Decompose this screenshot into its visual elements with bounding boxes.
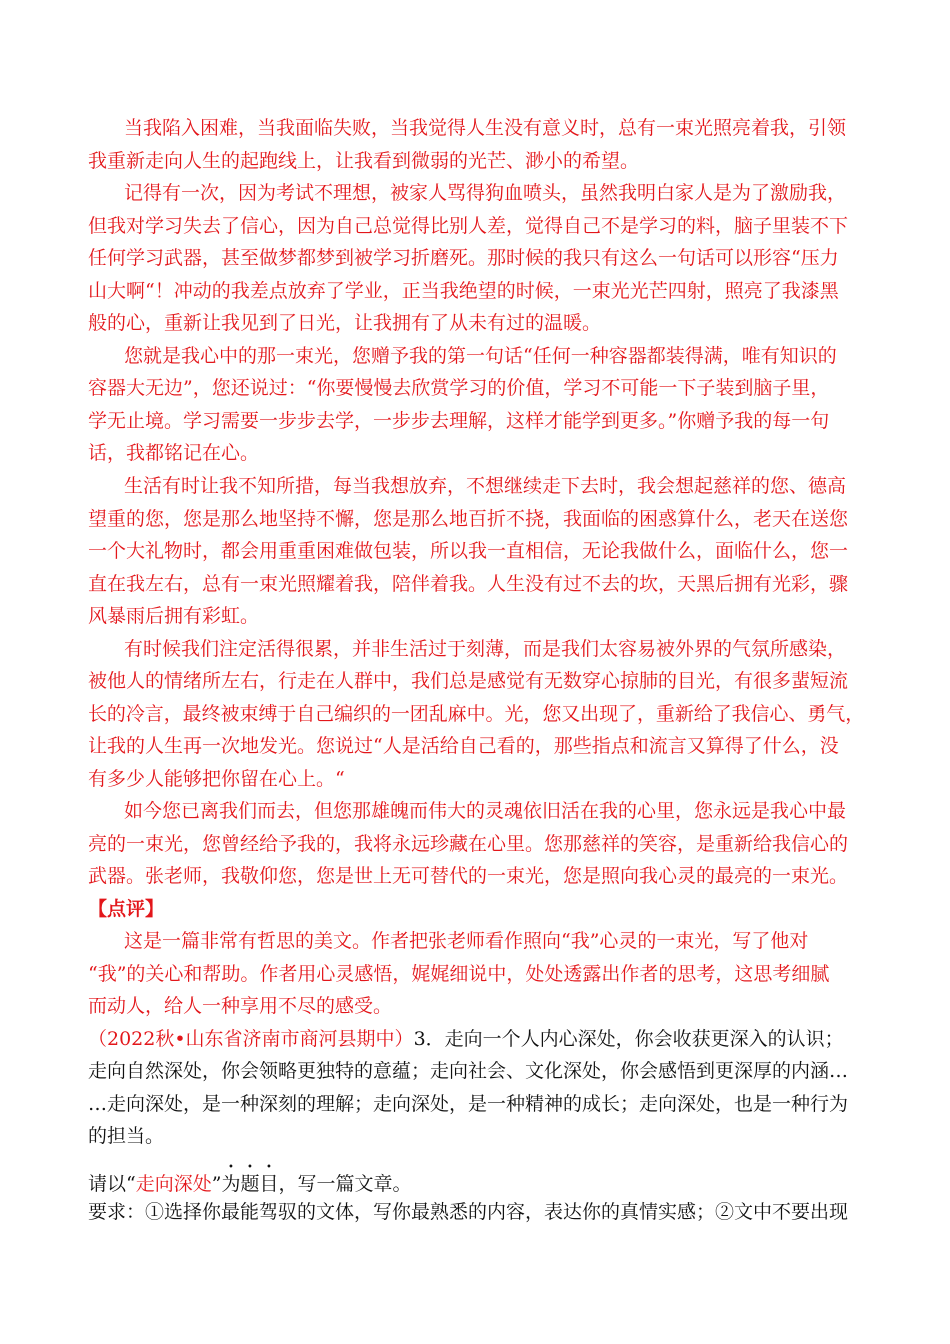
essay-p3-line3: 学无止境。学习需要一步步去学，一步步去理解，这样才能学到更多。”你赠予我的每一句	[88, 410, 830, 432]
review-line3: 而动人，给人一种享用不尽的感受。	[88, 995, 393, 1017]
essay-p5-line1: 有时候我们注定活得很累，并非生活过于刻薄，而是我们太容易被外界的气氛所感染，	[124, 638, 847, 660]
review-line2: “我”的关心和帮助。作者用心灵感悟，娓娓细说中，处处透露出作者的思考，这思考细腻	[88, 963, 830, 985]
prompt-before: 请以“	[88, 1173, 136, 1195]
essay-p2-line5: 般的心，重新让我见到了日光，让我拥有了从未有过的温暖。	[88, 312, 602, 334]
essay-p6-line2: 亮的一束光，您曾经给予我的，我将永远珍藏在心里。您那慈祥的笑容，是重新给我信心的	[88, 833, 849, 855]
question-line1	[88, 1025, 844, 1053]
essay-p5-line5: 有多少人能够把你留在心上。“	[88, 768, 345, 790]
essay-p1-line2: 我重新走向人生的起跑线上，让我看到微弱的光芒、渺小的希望。	[88, 150, 640, 172]
essay-p5-line3: 长的冷言，最终被束缚于自己编织的一团乱麻中。光，您又出现了，重新给了我信心、勇气，	[88, 703, 865, 725]
essay-p6-line1: 如今您已离我们而去，但您那雄魄而伟大的灵魂依旧活在我的心里，您永远是我心中最	[124, 800, 847, 822]
prompt-close-quote: ”	[211, 1173, 222, 1195]
essay-p6-line3: 武器。张老师，我敬仰您，您是世上无可替代的一束光，您是照向我心灵的最亮的一束光。	[88, 865, 849, 887]
prompt-end: ，写一篇文章。	[278, 1173, 412, 1195]
review-heading: 【点评】	[88, 898, 165, 920]
essay-p5-line4: 让我的人生再一次地发光。您说过“人是活给自己看的，那些指点和流言又算得了什么，没	[88, 735, 839, 757]
question-source: （2022秋•山东省济南市商河县期中）	[88, 1028, 414, 1050]
essay-p2-line3: 任何学习武器，甚至做梦都梦到被学习折磨死。那时候的我只有这么一句话可以形容“压力	[88, 247, 839, 269]
essay-p2-line1: 记得有一次，因为考试不理想，被家人骂得狗血喷头，虽然我明白家人是为了激励我，	[124, 182, 847, 204]
essay-p3-line2: 容器大无边”，您还说过：“你要慢慢去欣赏学习的价值，学习不可能一下子装到脑子里，	[88, 377, 830, 399]
essay-p4-line2: 望重的您，您是那么地坚持不懈，您是那么地百折不挠，我面临的困惑算什么，老天在送您	[88, 508, 849, 530]
essay-p4-line4: 直在我左右，总有一束光照耀着我，陪伴着我。人生没有过不去的坎，天黑后拥有光彩，骤	[88, 573, 849, 595]
prompt-emphasized: 为题目	[221, 1173, 279, 1195]
essay-p4-line3: 一个大礼物时，都会用重重困难做包装，所以我一直相信，无论我做什么，面临什么，您一	[88, 540, 849, 562]
essay-p3-line1: 您就是我心中的那一束光，您赠予我的第一句话“任何一种容器都装得满，唯有知识的	[124, 345, 837, 367]
essay-p4-line5: 风暴雨后拥有彩虹。	[88, 605, 260, 627]
essay-p3-line4: 话，我都铭记在心。	[88, 442, 260, 464]
essay-p2-line2: 但我对学习失去了信心，因为自己总觉得比别人差，觉得自己不是学习的料，脑子里装不下	[88, 215, 849, 237]
question-intro: 3．走向一个人内心深处，你会收获更深入的认识；	[413, 1028, 844, 1050]
essay-p4-line1: 生活有时让我不知所措，每当我想放弃，不想继续走下去时，我会想起慈祥的您、德高	[124, 475, 847, 497]
question-prompt	[88, 1162, 411, 1198]
essay-p2-line4: 山大啊“！冲动的我差点放弃了学业，正当我绝望的时候，一束光光芒四射，照亮了我漆黑	[88, 280, 839, 302]
question-requirement: 要求：①选择你最能驾驭的文体，写你最熟悉的内容，表达你的真情实感；②文中不要出现	[88, 1201, 849, 1223]
essay-p1-line1: 当我陷入困难，当我面临失败，当我觉得人生没有意义时，总有一束光照亮着我，引领	[124, 117, 847, 139]
essay-p5-line2: 被他人的情绪所左右，行走在人群中，我们总是感觉有无数穿心掠肺的目光，有很多蜚短流	[88, 670, 849, 692]
question-line4: 的担当。	[88, 1125, 165, 1147]
prompt-title: 走向深处	[135, 1173, 212, 1195]
question-line2: 走向自然深处，你会领略更独特的意蕴；走向社会、文化深处，你会感悟到更深厚的内涵…	[88, 1060, 849, 1082]
review-line1: 这是一篇非常有哲思的美文。作者把张老师看作照向“我”心灵的一束光，写了他对	[124, 930, 809, 952]
question-line3: …走向深处，是一种深刻的理解；走向深处，是一种精神的成长；走向深处，也是一种行为	[88, 1093, 849, 1115]
